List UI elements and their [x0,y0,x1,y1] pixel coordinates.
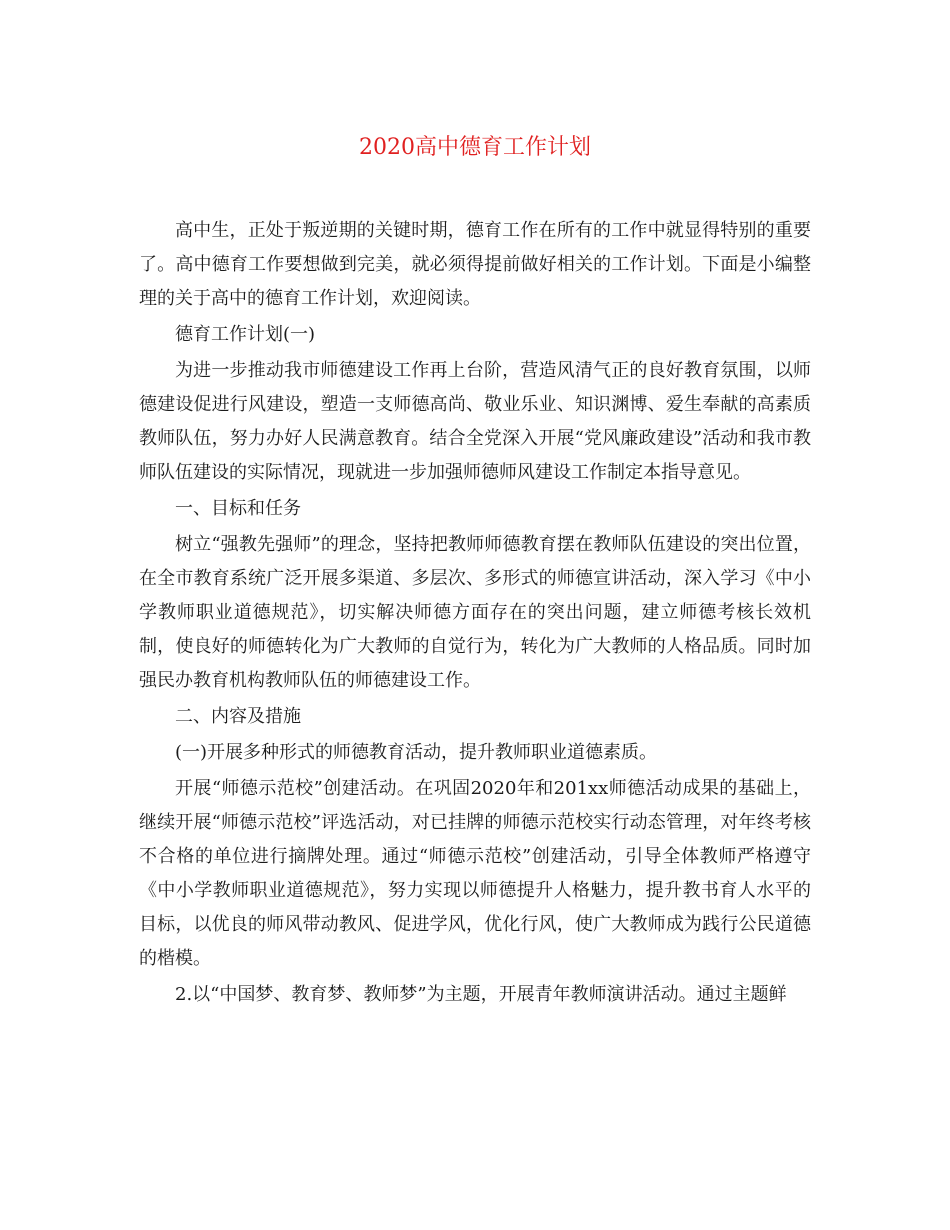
intro-paragraph: 高中生，正处于叛逆期的关键时期，德育工作在所有的工作中就显得特别的重要了。高中德育工作要想做到完美，就必须得提前做好相关的工作计划。下面是小编整理的关于高中的德育工作计划，欢迎阅读。 [139,220,811,309]
body-paragraph: 树立“强教先强师”的理念，坚持把教师师德教育摆在教师队伍建设的突出位置，在全市教育系统广泛开展多渠道、多层次、多形式的师德宣讲活动，深入学习《中小学教师职业道德规范》，切实解决师德方面存在的突出问题，建立师德考核长效机制，使良好的师德转化为广大教师的自觉行为，转化为广大教师的人格品质。同时加强民办教育机构教师队伍的师德建设工作。 [139,534,811,691]
subsection-heading: (一)开展多种形式的师德教育活动，提升教师职业道德素质。 [175,742,658,763]
body-paragraph: 开展“师德示范校”创建活动。在巩固2020年和201xx师德活动成果的基础上，继续开展“师德示范校”评选活动，对已挂牌的师德示范校实行动态管理，对年终考核不合格的单位进行摘牌处理。通过“师德示范校”创建活动，引导全体教师严格遵守《中小学教师职业道德规范》，努力实现以师德提升人格魅力，提升教书育人水平的目标，以优良的师风带动教风、促进学风，优化行风，使广大教师成为践行公民道德的楷模。 [139,778,811,969]
body-paragraph: 2.以“中国梦、教育梦、教师梦”为主题，开展青年教师演讲活动。通过主题鲜 [175,984,787,1005]
document-title: 2020高中德育工作计划 [359,135,591,160]
section-heading-measures: 二、内容及措施 [175,706,301,727]
section-heading-goals: 一、目标和任务 [175,498,301,519]
document-body [139,214,811,1014]
section-heading-plan-1: 德育工作计划(一) [175,324,316,345]
body-paragraph: 为进一步推动我市师德建设工作再上台阶，营造风清气正的良好教育氛围，以师德建设促进行风建设，塑造一支师德高尚、敬业乐业、知识渊博、爱生奉献的高素质教师队伍，努力办好人民满意教育。结合全党深入开展“党风廉政建设”活动和我市教师队伍建设的实际情况，现就进一步加强师德师风建设工作制定本指导意见。 [139,360,811,483]
